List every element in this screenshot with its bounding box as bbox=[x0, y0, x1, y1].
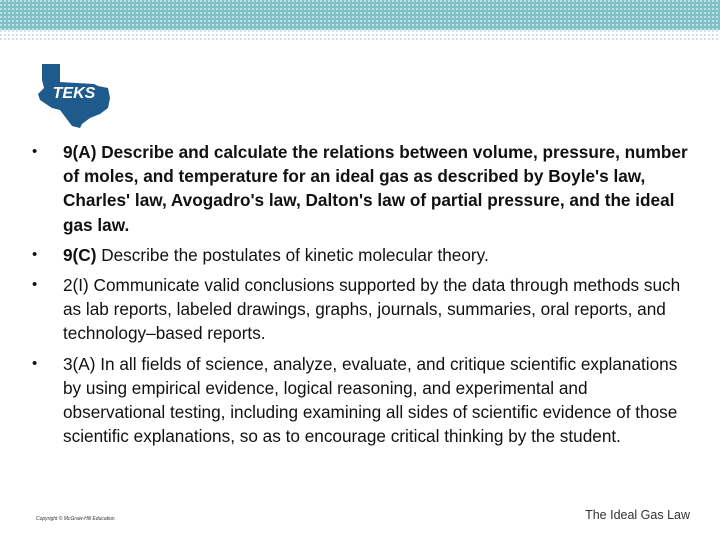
bullet-icon: • bbox=[32, 354, 38, 372]
standard-code: 3(A) bbox=[63, 353, 96, 374]
logo-text: TEKS bbox=[52, 85, 96, 102]
header-band-fade bbox=[0, 30, 720, 40]
standard-text bbox=[63, 142, 688, 235]
header-band bbox=[0, 0, 720, 30]
list-item bbox=[30, 273, 690, 346]
slide-footer-title: The Ideal Gas Law bbox=[585, 508, 690, 522]
standard-description: In all fields of science, analyze, evaluate, and critique scientific explanations by using empirical evidence, logical reasoning, and experimental and observational testing, including examining all sides of scientific evidence of those scientific explanations, so as to encourage critical thinking by the student. bbox=[63, 353, 678, 447]
standard-code: 9(A) bbox=[63, 142, 97, 162]
list-item bbox=[30, 243, 690, 267]
standard-description: Communicate valid conclusions supported by the data through methods such as lab reports, labeled drawings, graphs, journals, summaries, oral reports, and technology–based reports. bbox=[63, 275, 681, 344]
bullet-icon: • bbox=[32, 276, 38, 294]
teks-standards-list bbox=[30, 140, 690, 454]
teks-logo-icon bbox=[34, 60, 114, 130]
bullet-icon: • bbox=[32, 143, 38, 160]
bullet-icon: • bbox=[32, 245, 38, 263]
list-item bbox=[30, 140, 690, 237]
standard-description: Describe and calculate the relations between volume, pressure, number of moles, and temperature for an ideal gas as described by Boyle's law, Charles' law, Avogadro's law, Dalton's law of partial pressure, and the ideal gas law. bbox=[63, 142, 688, 235]
copyright-notice: Copyright © McGraw-Hill Education bbox=[36, 516, 115, 522]
standard-code: 2(I) bbox=[63, 275, 89, 296]
standard-code: 9(C) bbox=[63, 244, 97, 265]
standard-description: Describe the postulates of kinetic molecular theory. bbox=[96, 244, 489, 265]
list-item bbox=[30, 352, 690, 449]
